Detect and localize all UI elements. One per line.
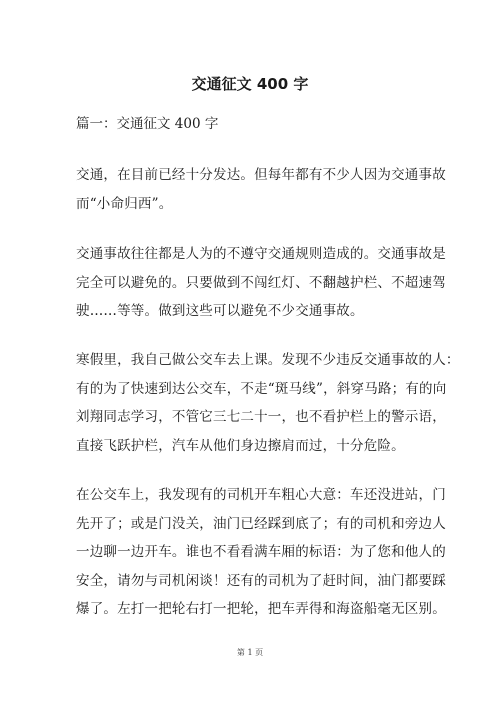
document-subtitle: 篇一：交通征文 400 字 — [76, 116, 219, 132]
paragraph-line: 交通，在目前已经十分发达。但每年都有不少人因为交通事故 — [76, 167, 446, 183]
paragraph-line: 交通事故往往都是人为的不遵守交通规则造成的。交通事故是 — [76, 246, 446, 262]
paragraph-line: 安全，请勿与司机闲谈！还有的司机为了赶时间，油门都要踩 — [76, 572, 446, 589]
page-number: 第 1 页 — [236, 648, 264, 657]
paragraph — [76, 240, 446, 326]
paragraph-line: 而“小命归西”。 — [76, 195, 173, 212]
paragraph-line: 驶……等等。做到这些可以避免不少交通事故。 — [76, 303, 364, 319]
paragraph-line: 先开了；或是门没关，油门已经踩到底了；有的司机和旁边人 — [76, 515, 446, 532]
paragraph-line: 寒假里，我自己做公交车去上课。发现不少违反交通事故的人： — [76, 352, 460, 368]
paragraph — [76, 161, 446, 218]
paragraph-line: 刘翔同志学习，不管它三七二十一，也不看护栏上的警示语， — [76, 409, 446, 425]
document-title: 交通征文 400 字 — [191, 75, 309, 93]
paragraph-line: 爆了。左打一把轮右打一把轮，把车弄得和海盗船毫无区别。 — [76, 601, 446, 617]
paragraph-line: 在公交车上，我发现有的司机开车粗心大意：车还没进站，门 — [76, 487, 446, 503]
paragraph — [76, 481, 446, 624]
paragraph-line: 有的为了快速到达公交车，不走“斑马线”，斜穿马路；有的向 — [76, 380, 447, 397]
paragraph — [76, 346, 460, 460]
paragraph-line: 直接飞跃护栏，汽车从他们身边擦肩而过，十分危险。 — [76, 437, 405, 454]
paragraph-line: 一边聊一边开车。谁也不看看满车厢的标语：为了您和他人的 — [76, 544, 446, 560]
paragraph-line: 完全可以避免的。只要做到不闯红灯、不翻越护栏、不超速驾 — [76, 274, 446, 291]
